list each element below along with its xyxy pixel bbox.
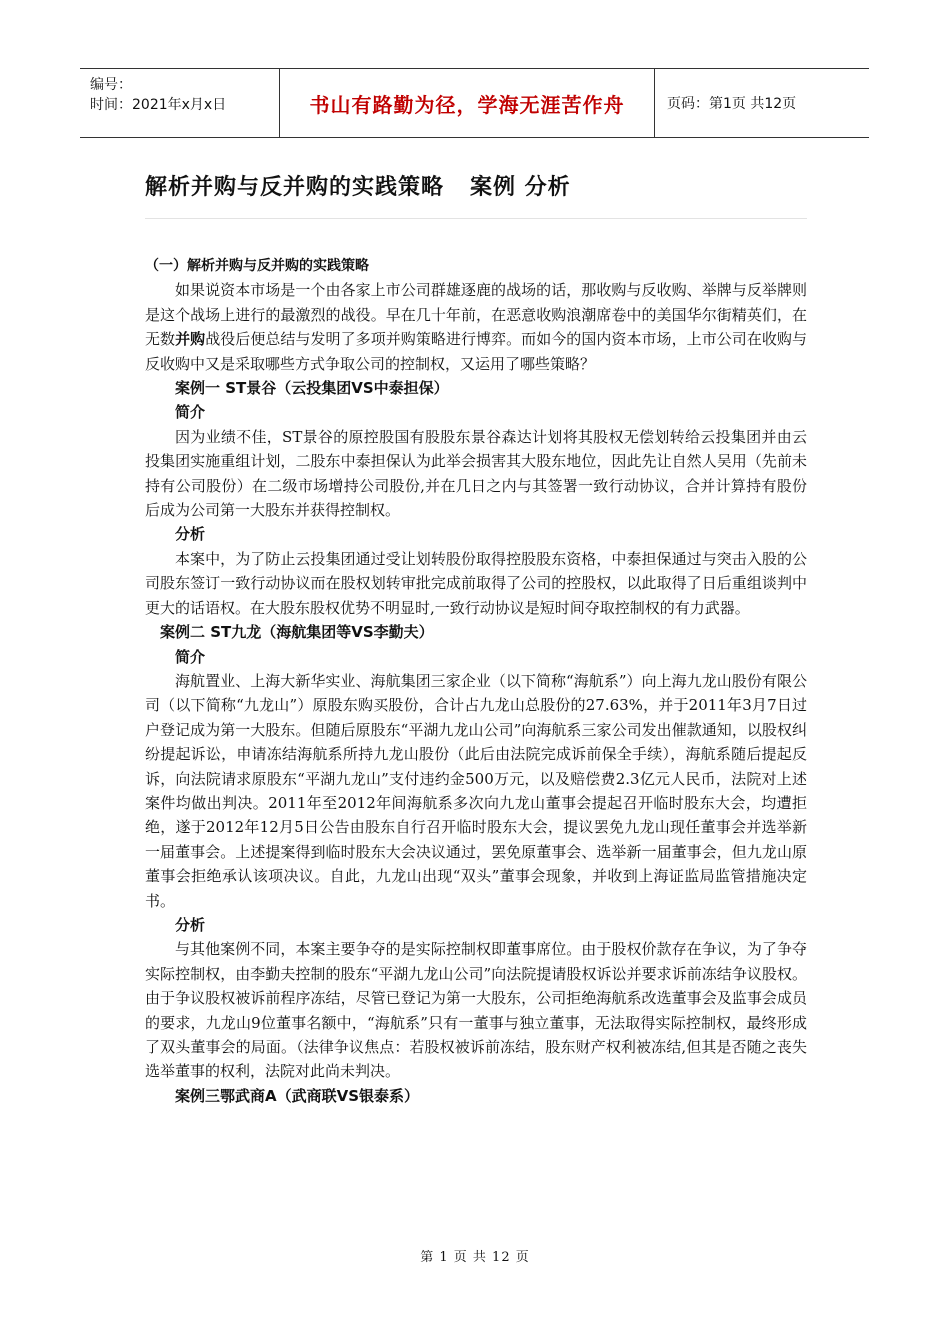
case2-analysis-label: 分析	[175, 915, 206, 934]
case1-intro-paragraph: 因为业绩不佳，ST景谷的原控股国有股股东景谷森达计划将其股权无偿划转给云投集团并由云投集团实施重组计划，二股东中泰担保认为此举会损害其大股东地位，因此先让自然人吴用（先前未持有公司股份）在二级市场增持公司股份,并在几日之内与其签署一致行动协议，合并计算持有股份后成为公司第一大股东并获得控制权。	[145, 427, 807, 520]
case2-intro-label: 简介	[175, 647, 206, 666]
intro-bold-term: 并购	[175, 330, 206, 349]
header-meta-cell	[80, 69, 280, 137]
case3-title: 案例三鄂武商A（武商联VS银泰系）	[175, 1086, 420, 1105]
case1-analysis-label: 分析	[175, 525, 206, 544]
page-footer: 第 1 页 共 12 页	[420, 1250, 530, 1265]
header-motto: 书山有路勤为径，学海无涯苦作舟	[280, 69, 655, 137]
section-heading: （一）解析并购与反并购的实践策略	[145, 258, 369, 274]
case1-analysis-paragraph: 本案中，为了防止云投集团通过受让划转股份取得控股股东资格，中泰担保通过与突击入股的公司股东签订一致行动协议而在股权划转审批完成前取得了公司的控股权，以此取得了日后重组谈判中更大的话语权。在大股东股权优势不明显时,一致行动协议是短时间夺取控制权的有力武器。	[145, 549, 807, 617]
intro-paragraph: 如果说资本市场是一个由各家上市公司群雄逐鹿的战场的话，那收购与反收购、举牌与反举牌则是这个战场上进行的最激烈的战役。早在几十年前，在恶意收购浪潮席卷中的美国华尔街精英们，在无数并购战役后便总结与发明了多项并购策略进行博弈。而如今的国内资本市场，上市公司在收购与反收购中又是采取哪些方式争取公司的控制权，又运用了哪些策略？	[145, 281, 807, 373]
case2-intro-paragraph: 海航置业、上海大新华实业、海航集团三家企业（以下简称“海航系”）向上海九龙山股份有限公司（以下简称“九龙山”）原股东购买股份，合计占九龙山总股份的27.63%，并于2011年3月7日过户登记成为第一大股东。但随后原股东“平湖九龙山公司”向海航系三家公司发出催款通知，以股权纠纷提起诉讼，申请冻结海航系所持九龙山股份（此后由法院完成诉前保全手续），海航系随后提起反诉，向法院请求原股东“平湖九龙山”支付违约金500万元，以及赔偿费2.3亿元人民币，法院对上述案件均做出判决。2011年至2012年间海航系多次向九龙山董事会提起召开临时股东大会，均遭拒绝，遂于2012年12月5日公告由股东自行召开临时股东大会，提议罢免九龙山现任董事会并选举新一届董事会。上述提案得到临时股东大会决议通过，罢免原董事会、选举新一届董事会，但九龙山原董事会拒绝承认该项决议。自此，九龙山出现“双头”董事会现象，并收到上海证监局监管措施决定书。	[145, 671, 807, 910]
case2-analysis-paragraph: 与其他案例不同，本案主要争夺的是实际控制权即董事席位。由于股权价款存在争议，为了争夺实际控制权，由李勤夫控制的股东“平湖九龙山公司”向法院提请股权诉讼并要求诉前冻结争议股权。由于争议股权被诉前程序冻结，尽管已登记为第一大股东，公司拒绝海航系改选董事会及监事会成员的要求，九龙山9位董事名额中，“海航系”只有一董事与独立董事，无法取得实际控制权，最终形成了双头董事会的局面。（法律争议焦点：若股权被诉前冻结，股东财产权利被冻结,但其是否随之丧失选举董事的权利，法院对此尚未判决。	[145, 940, 807, 1081]
document-header	[80, 68, 869, 138]
case1-intro-label: 简介	[175, 403, 206, 422]
case2-title: 案例二 ST九龙（海航集团等VS李勤夫）	[160, 623, 434, 642]
document-body	[145, 254, 807, 1108]
document-time-label: 时间：2021年x月x日	[90, 97, 227, 113]
header-page-info: 页码：第1页 共12页	[667, 96, 797, 112]
document-title: 解析并购与反并购的实践策略 案例 分析	[145, 175, 571, 200]
document-number-label: 编号：	[90, 77, 132, 93]
case1-title: 案例一 ST景谷（云投集团VS中泰担保）	[175, 379, 449, 398]
title-divider	[145, 218, 807, 219]
